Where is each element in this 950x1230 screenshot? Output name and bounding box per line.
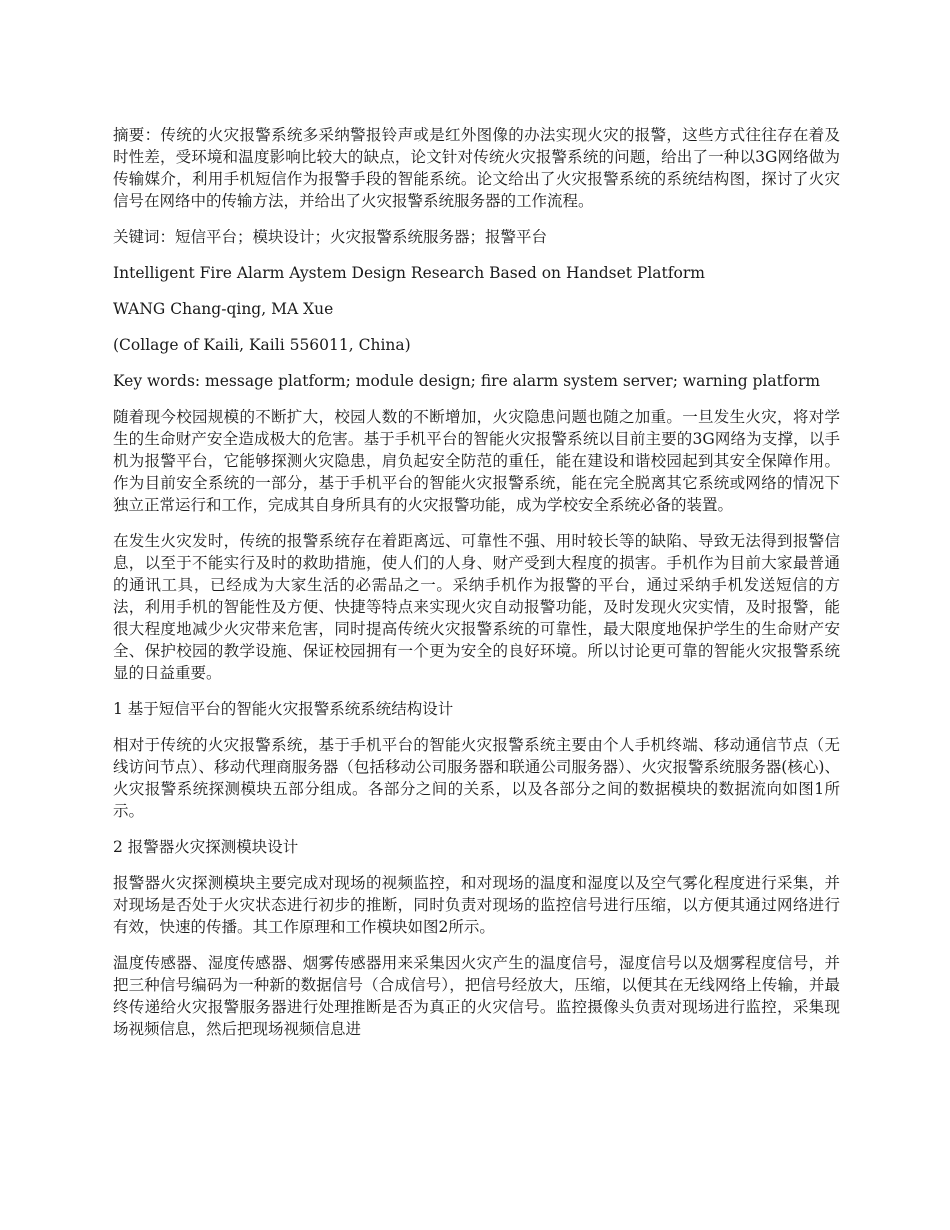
section-2-heading: 2 报警器火灾探测模块设计: [113, 838, 299, 856]
section-1-paragraph-1: 相对于传统的火灾报警系统，基于手机平台的智能火灾报警系统主要由个人手机终端、移动通信节点（无线访问节点）、移动代理商服务器（包括移动公司服务器和联通公司服务器）、火灾报警系统服务器(核心)、火灾报警系统探测模块五部分组成。各部分之间的关系，以及各部分之间的数据模块的数据流向如图1所示。: [113, 736, 840, 820]
document-page: [113, 124, 840, 1054]
english-authors: WANG Chang-qing, MA Xue: [113, 300, 334, 318]
section-1-heading: 1 基于短信平台的智能火灾报警系统系统结构设计: [113, 700, 454, 718]
keywords-cn: 关键词：短信平台；模块设计；火灾报警系统服务器；报警平台: [113, 228, 548, 246]
english-title: Intelligent Fire Alarm Aystem Design Research Based on Handset Platform: [113, 264, 705, 282]
intro-paragraph-2: 在发生火灾发时，传统的报警系统存在着距离远、可靠性不强、用时较长等的缺陷、导致无法得到报警信息，以至于不能实行及时的救助措施，使人们的人身、财产受到大程度的损害。手机作为目前大家最普通的通讯工具，已经成为大家生活的必需品之一。采纳手机作为报警的平台，通过采纳手机发送短信的方法，利用手机的智能性及方便、快捷等特点来实现火灾自动报警功能，及时发现火灾实情，及时报警，能很大程度地减少火灾带来危害，同时提高传统火灾报警系统的可靠性，最大限度地保护学生的生命财产安全、保护校园的教学设施、保证校园拥有一个更为安全的良好环境。所以讨论更可靠的智能火灾报警系统显的日益重要。: [113, 532, 840, 682]
abstract-paragraph: 摘要：传统的火灾报警系统多采纳警报铃声或是红外图像的办法实现火灾的报警，这些方式往往存在着及时性差，受环境和温度影响比较大的缺点，论文针对传统火灾报警系统的问题，给出了一种以3G网络做为传输媒介，利用手机短信作为报警手段的智能系统。论文给出了火灾报警系统的系统结构图，探讨了火灾信号在网络中的传输方法，并给出了火灾报警系统服务器的工作流程。: [113, 126, 840, 210]
section-2-paragraph-1: 报警器火灾探测模块主要完成对现场的视频监控，和对现场的温度和湿度以及空气雾化程度进行采集，并对现场是否处于火灾状态进行初步的推断，同时负责对现场的监控信号进行压缩，以方便其通过网络进行有效，快速的传播。其工作原理和工作模块如图2所示。: [113, 874, 840, 936]
intro-paragraph-1: 随着现今校园规模的不断扩大，校园人数的不断增加，火灾隐患问题也随之加重。一旦发生火灾，将对学生的生命财产安全造成极大的危害。基于手机平台的智能火灾报警系统以目前主要的3G网络为支撑，以手机为报警平台，它能够探测火灾隐患，肩负起安全防范的重任，能在建设和谐校园起到其安全保障作用。作为目前安全系统的一部分，基于手机平台的智能火灾报警系统，能在完全脱离其它系统或网络的情况下独立正常运行和工作，完成其自身所具有的火灾报警功能，成为学校安全系统必备的装置。: [113, 408, 840, 514]
english-keywords: Key words: message platform; module design; fire alarm system server; warning platform: [113, 372, 821, 390]
section-2-paragraph-2: 温度传感器、湿度传感器、烟雾传感器用来采集因火灾产生的温度信号，湿度信号以及烟雾程度信号，并把三种信号编码为一种新的数据信号（合成信号），把信号经放大，压缩，以便其在无线网络上传输，并最终传递给火灾报警服务器进行处理推断是否为真正的火灾信号。监控摄像头负责对现场进行监控，采集现场视频信息，然后把现场视频信息进: [113, 954, 840, 1038]
english-affiliation: (Collage of Kaili, Kaili 556011, China): [113, 336, 411, 354]
